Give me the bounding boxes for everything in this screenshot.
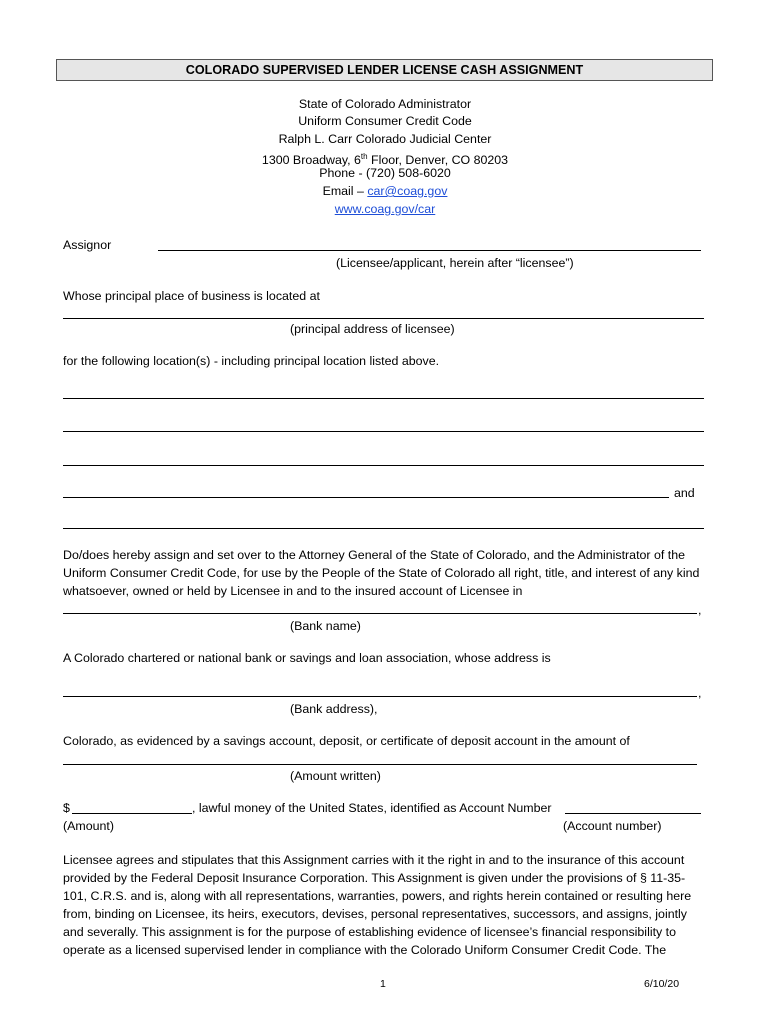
header-administrator: State of Colorado Administrator [298, 97, 472, 111]
bank-type-label: A Colorado chartered or national bank or savings and loan association, whose address is [63, 651, 551, 665]
location-line-1[interactable] [63, 398, 704, 399]
assignor-line[interactable] [158, 250, 701, 251]
and-label: and [674, 486, 695, 500]
licensee-caption: (Licensee/applicant, herein after “licensee”) [336, 256, 574, 270]
principal-address-line[interactable] [63, 318, 704, 319]
bank-name-line[interactable] [63, 613, 697, 614]
document-title: COLORADO SUPERVISED LENDER LICENSE CASH ASSIGNMENT [56, 59, 713, 81]
account-number-caption: (Account number) [563, 819, 662, 833]
assignment-paragraph: Do/does hereby assign and set over to the Attorney General of the State of Colorado, and the Administrator of the Uniform Consumer Credit Code, for use by the People of the State of Colorado all right, title, and interest of any kind whatsoever, owned or held by Licensee in and to the insured account of Licensee in [63, 548, 700, 599]
assignor-label: Assignor [63, 238, 112, 252]
account-number-line[interactable] [565, 813, 701, 814]
bank-address-comma: , [698, 686, 702, 700]
stipulation-paragraph: Licensee agrees and stipulates that this Assignment carries with it the right in and to the insurance of this account provided by the Federal Deposit Insurance Corporation. This Assignment is given under the provisions of § 11-35-101, C.R.S. and is, along with all representations, warranties, powers, and rights herein contained or resulting here from, binding on Licensee, its heirs, executors, devises, personal representatives, successors, and assigns, jointly and severally. This assignment is for the purpose of establishing evidence of licensee’s financial responsibility to operate as a licensed supervised lender in compliance with the Colorado Uniform Consumer Credit Code. The [63, 853, 692, 958]
principal-address-caption: (principal address of licensee) [290, 322, 455, 336]
bank-address-line[interactable] [63, 696, 697, 697]
email-link[interactable]: car@coag.gov [367, 184, 448, 198]
page-number: 1 [380, 978, 386, 990]
principal-place-label: Whose principal place of business is located at [63, 289, 320, 303]
header-phone: Phone - (720) 508-6020 [319, 166, 451, 180]
location-line-4[interactable] [63, 497, 669, 498]
location-line-3[interactable] [63, 465, 704, 466]
bank-name-comma: , [698, 603, 702, 617]
location-line-2[interactable] [63, 431, 704, 432]
bank-address-caption: (Bank address), [290, 702, 378, 716]
header-address: 1300 Broadway, 6th Floor, Denver, CO 80203 [261, 152, 509, 168]
header-judicial-center: Ralph L. Carr Colorado Judicial Center [278, 132, 492, 146]
amount-line[interactable] [72, 813, 192, 814]
amount-caption: (Amount) [63, 819, 114, 833]
location-line-5[interactable] [63, 528, 704, 529]
evidence-label: Colorado, as evidenced by a savings account, deposit, or certificate of deposit account in the amount of [63, 734, 630, 748]
bank-name-caption: (Bank name) [290, 619, 361, 633]
locations-label: for the following location(s) - including principal location listed above. [63, 354, 440, 368]
revision-date: 6/10/20 [644, 978, 680, 990]
header-uccc: Uniform Consumer Credit Code [298, 114, 472, 128]
lawful-money-text: , lawful money of the United States, identified as Account Number [192, 801, 552, 815]
header-website [0, 202, 770, 217]
amount-written-line[interactable] [63, 764, 697, 765]
amount-written-caption: (Amount written) [290, 769, 381, 783]
dollar-sign: $ [63, 801, 70, 815]
website-link[interactable]: www.coag.gov/car [334, 202, 436, 216]
header-email: Email – car@coag.gov [322, 184, 448, 198]
